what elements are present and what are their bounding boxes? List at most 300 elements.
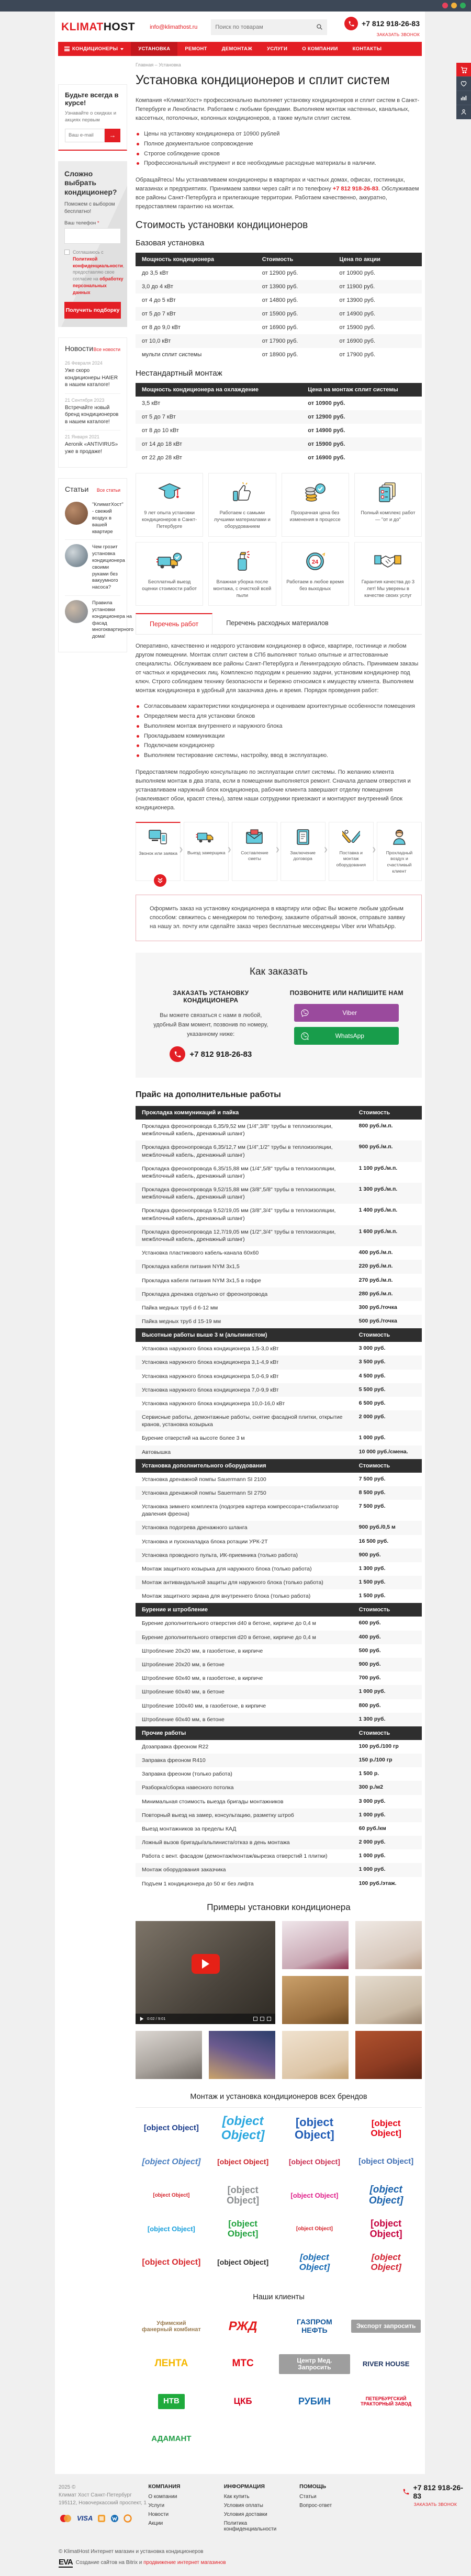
client-logo: АДАМАНТ xyxy=(151,2434,192,2444)
viber-button[interactable]: Viber xyxy=(294,1004,399,1022)
feature-card: Работаем с самыми лучшими материалами и оборудованием xyxy=(208,473,276,537)
intro-paragraph: Компания «КлиматХост» профессионально выполняет установку кондиционеров и сплит систем в Санкт-Петербурге и Ленобласти. Работаем с любыми брендами. Выполняем монтаж настенных, канальных, кассетных, потолочных, колонных кондиционеров, а также мульти сплит систем. xyxy=(136,97,420,122)
client-logo: ЦКБ xyxy=(233,2396,252,2406)
window-close-icon[interactable] xyxy=(442,3,448,8)
base-install-heading: Базовая установка xyxy=(136,239,205,248)
nav-item-conditioners[interactable]: КОНДИЦИОНЕРЫ xyxy=(58,42,131,56)
video-controls[interactable] xyxy=(136,2014,275,2024)
table-row: от 22 до 28 кВт от 16900 руб. xyxy=(142,455,345,461)
price-row: Монтаж антивандальной защиты для наружного блока (только работа) 1 500 руб. xyxy=(136,1576,422,1589)
brand-logo[interactable]: [object Object] xyxy=(227,2219,259,2239)
article-item[interactable] xyxy=(65,498,124,540)
client-logo: МТС xyxy=(232,2358,254,2369)
works-bullet: Определяем места для установки блоков xyxy=(136,711,422,721)
gallery-photo[interactable] xyxy=(282,1921,349,1969)
order-phone-number[interactable]: +7 812 918-26-83 xyxy=(189,1049,252,1059)
double-chevron-down-icon xyxy=(154,874,166,887)
price-row: Установка дренажной помпы Sauermann SI 2100 7 500 руб. xyxy=(142,1475,386,1483)
price-row: Прокладка кабеля питания NYM 3х1,5 в гофре 270 руб./м.п. xyxy=(142,1276,393,1284)
brand-logo[interactable]: [object Object] xyxy=(288,2157,340,2166)
video-player[interactable] xyxy=(136,1921,275,2024)
price-section-header: Высотные работы выше 3 м (альпинистом) Стоимость xyxy=(136,1328,422,1342)
intro-bullets xyxy=(136,129,422,168)
footer-link[interactable]: Статьи xyxy=(299,2493,317,2500)
heart-icon xyxy=(460,80,467,87)
step-card: Заключение договора ❯ xyxy=(281,822,326,881)
works-bullet: Прокладываем коммуникации xyxy=(136,731,422,741)
measurer-truck-icon xyxy=(186,828,226,846)
eva-studio-logo[interactable]: EVA xyxy=(59,2557,73,2567)
client-logo: НТВ xyxy=(136,2383,207,2421)
intro-bullet: Цены на установку кондиционера от 10900 рублей xyxy=(136,129,422,139)
consult-phone-input[interactable] xyxy=(64,228,121,244)
thumb-up-icon xyxy=(213,480,271,505)
works-bullet: Выполняем монтаж внутреннего и наружного блока xyxy=(136,721,422,731)
price-row: Прокладка дренажа отдельно от фреонопровода 280 руб./м.п. xyxy=(136,1287,422,1301)
browser-chrome xyxy=(0,0,471,12)
brand-logo[interactable]: [object Object] xyxy=(369,2218,402,2239)
articles-box xyxy=(58,478,134,652)
tab-materials[interactable]: Перечень расходных материалов xyxy=(226,619,329,627)
works-bullets xyxy=(136,702,422,760)
feature-card: Бесплатный выезд оценки стоимости работ xyxy=(136,542,203,606)
spray-bottle-icon xyxy=(213,549,271,574)
gallery-photo[interactable] xyxy=(282,1976,349,2024)
consent-row: Соглашаюсь с Политикой конфиденциальности, предоставляю свое согласие на обработку персональных данных xyxy=(64,249,121,296)
table-row: 3,5 кВт от 10900 руб. xyxy=(142,400,345,407)
clock-24-icon xyxy=(286,549,344,574)
footer-phone-block xyxy=(402,2483,471,2535)
base-install-table: Мощность кондиционера Стоимость Цена по акции до 3,5 кВт от 12900 руб. от 10900 руб. 3,0 до 4 кВт от 13900 руб. от 11900 руб. от 4 до 5 кВт от 14800 руб. от 13900 руб. от 5 до 7 кВт от 15900 руб. от 14900 руб. от 8 до 9,0 кВт от 16900 руб. от 15900 руб. от 10,0 кВт от 17900 руб. от 16900 руб. мульти сплит системы от 18900 руб. от 17900 руб. xyxy=(136,253,422,361)
viber-icon xyxy=(294,1009,315,1018)
window-maximize-icon[interactable] xyxy=(460,3,466,8)
gallery-photo[interactable] xyxy=(209,2031,275,2079)
svg-text:24: 24 xyxy=(312,559,319,566)
footer-col-company: КОМПАНИЯ О компании Услуги Новости Акции xyxy=(148,2483,223,2535)
footer-link[interactable]: Условия оплаты xyxy=(223,2502,263,2509)
order-steps xyxy=(136,822,422,881)
feature-card: Прозрачная цена без изменения в процессе xyxy=(282,473,349,537)
price-section xyxy=(136,1328,422,1459)
order-note: Оформить заказ на установку кондиционера в квартиру или офис Вы можете любым удобным способом: свяжитесь с менеджером по телефону, закажите обратный звонок, отправьте заявку на нашу эл. почту или сделайте заказ через бесплатные мессенджеры Viber или WhatsApp. xyxy=(136,895,422,941)
site-header xyxy=(58,12,422,42)
article-item[interactable] xyxy=(65,596,134,645)
price-row: Выезд монтажников за пределы КАД 60 руб./км xyxy=(142,1825,386,1832)
chevron-down-icon xyxy=(120,48,124,50)
news-item[interactable] xyxy=(65,431,120,460)
footer-link[interactable]: О компании xyxy=(148,2493,177,2500)
main-content xyxy=(136,60,422,2458)
visa-icon: VISA xyxy=(77,2514,93,2523)
step-arrow-icon: ❯ xyxy=(227,846,232,853)
nav-item-about[interactable]: О КОМПАНИИ xyxy=(302,46,338,52)
consult-title: Сложно выбрать кондиционер? xyxy=(64,169,117,196)
price-row: Монтаж защитного экрана для внутреннего блока (только работа) 1 500 руб. xyxy=(142,1592,386,1600)
brand-logo[interactable]: [object Object] xyxy=(217,2157,269,2166)
video-time: 0:02 / 9:01 xyxy=(147,2016,166,2021)
price-row: Бурение дополнительного отверстия d40 в бетоне, кирпиче до 0,4 м 600 руб. xyxy=(142,1620,381,1627)
sidebar xyxy=(58,84,134,2458)
brand-logo[interactable]: [object Object] xyxy=(142,2157,201,2166)
price-row: Установка пластикового кабель-канала 60х60 400 руб./м.п. xyxy=(142,1249,393,1257)
news-text: Уже скоро кондиционеры HAIER в нашем каталоге! xyxy=(65,368,118,388)
brand-logo[interactable]: [object Object] xyxy=(290,2191,339,2199)
intro-paragraph-2: Обращайтесь! Мы устанавливаем кондиционеры в квартирах и частных домах, офисах, гостиницах, магазинах и предприятиях. Принимаем заявки через сайт и по телефону +7 812 918-26-83. Обслуживаем все районы Санкт-Петербурга и прилегающие территории. Работаем качественно, аккуратно, предоставляем гарантию на монтаж. xyxy=(136,176,419,210)
hamburger-icon xyxy=(64,46,70,52)
footer-link[interactable]: Вопрос-ответ xyxy=(299,2502,332,2509)
brands-title: Монтаж и установка кондиционеров всех брендов xyxy=(190,2092,367,2101)
table-row: мульти сплит системы от 18900 руб. от 17900 руб. xyxy=(142,352,376,358)
price-section-header: Бурение и штробление Стоимость xyxy=(136,1603,422,1617)
brand-logo[interactable]: [object Object] xyxy=(358,2157,414,2166)
news-item[interactable] xyxy=(65,357,120,394)
whatsapp-icon xyxy=(294,1032,315,1041)
client-logo: ПЕТЕРБУРГСКИЙ ТРАКТОРНЫЙ ЗАВОД xyxy=(361,2396,412,2406)
price-row: Прокладка фреонопровода 6,35/12,7 мм (1/4",1/2" трубы в теплоизоляции, межблочный кабель, дренажный шланг) 900 руб./м.п. xyxy=(136,1140,422,1161)
price-row: Установка наружного блока кондиционера 5,0-6,9 кВт 4 500 руб. xyxy=(142,1372,386,1380)
price-row: Установка подогрева дренажного шланга 900 руб./0,5 м xyxy=(136,1521,422,1534)
feature-card: 9 лет опыта установки кондиционеров в Санкт-Петербурге xyxy=(136,473,203,537)
cart-button[interactable] xyxy=(456,63,471,77)
price-row: Минимальная стоимость выезда бригады монтажников 3 000 руб. xyxy=(142,1798,386,1805)
all-articles-link[interactable]: Все статьи xyxy=(96,488,120,493)
extra-price-heading: Прайс на дополнительные работы xyxy=(136,1090,281,1100)
step-card: Выезд замерщика ❯ xyxy=(184,822,229,881)
site-logo[interactable]: KLIMATHOST xyxy=(61,20,136,33)
price-row: Пайка медных труб d 15-19 мм 500 руб./точка xyxy=(136,1315,422,1328)
header-phone-number[interactable]: +7 812 918-26-83 xyxy=(362,19,420,28)
client-logo: Уфимский фанерный комбинат xyxy=(142,2320,201,2333)
news-date: 26 Февраля 2024 xyxy=(65,360,103,366)
brand-logo[interactable]: [object Object] xyxy=(221,2114,265,2142)
inline-phone-link[interactable]: +7 812 918-26-83 xyxy=(332,185,378,192)
article-text: Правила установки кондиционера на фасад многоквартирного дома! xyxy=(92,600,134,640)
price-row: Штробление 20х20 мм, в газобетоне, в кирпиче 500 руб. xyxy=(142,1647,381,1654)
table-row: от 14 до 18 кВт от 15900 руб. xyxy=(136,437,422,451)
price-row: Штробление 60х40 мм, в бетоне 1 000 руб. xyxy=(136,1685,422,1699)
works-bullet: Согласовываем характеристики кондиционера и оцениваем архитектурные особенности помещения xyxy=(136,702,422,711)
subscribe-box xyxy=(58,84,127,151)
happy-client-icon xyxy=(379,828,419,846)
price-row: Монтаж оборудования заказчика 1 000 руб. xyxy=(136,1863,422,1877)
breadcrumb[interactable]: Главная – Установка xyxy=(136,62,181,67)
news-text: Встречайте новый бренд кондиционеров в нашем каталоге! xyxy=(65,404,119,425)
price-row: Установка проводного пульта, ИК-приемника (только работа) 900 руб. xyxy=(136,1549,422,1562)
price-row: Сервисные работы, демонтажные работы, снятие фасадной плитки, открытие кранов, установка козырька 2 000 руб. xyxy=(136,1410,422,1431)
price-row: Подъем 1 кондиционера до 50 кг без лифта 100 руб./этаж. xyxy=(142,1880,397,1887)
brand-logo[interactable]: [object Object] xyxy=(217,2258,269,2267)
gallery-photo[interactable] xyxy=(136,2031,202,2079)
video-play-icon[interactable] xyxy=(140,2017,144,2021)
price-row: Прокладка фреонопровода 12,7/19,05 мм (1/2",3/4" трубы в теплоизоляции, межблочный кабель, дренажный шланг) 1 600 руб./м.п. xyxy=(136,1225,422,1246)
subscribe-title: Будьте всегда в курсе! xyxy=(65,91,119,107)
features-grid xyxy=(136,473,422,606)
price-row: Дозаправка фреоном R22 100 руб./100 гр xyxy=(142,1743,399,1750)
coins-check-icon xyxy=(286,480,344,505)
floating-rail xyxy=(456,63,471,119)
nav-item-services[interactable]: УСЛУГИ xyxy=(267,46,288,52)
price-row: Штробление 20х20 мм, в бетоне 900 руб. xyxy=(136,1658,422,1671)
footer-link[interactable]: Политика конфиденциальности xyxy=(223,2520,277,2532)
step-arrow-icon: ❯ xyxy=(372,846,376,853)
price-row: Прокладка фреонопровода 6,35/15,88 мм (1/4",5/8" трубы в теплоизоляции, межблочный кабель, дренажный шланг) 1 100 руб./м.п. xyxy=(142,1165,398,1179)
footer-link[interactable]: Как купить xyxy=(223,2493,250,2500)
phone-icon xyxy=(170,1046,185,1062)
phone-icon xyxy=(402,2488,410,2495)
feature-card: Гарантия качества до 3 лет! Мы уверены в качестве своих услуг xyxy=(354,542,422,606)
subscribe-submit-button[interactable]: → xyxy=(105,129,120,142)
client-logo: РУБИН xyxy=(298,2396,331,2406)
price-row: Установка дренажной помпы Sauermann SI 2750 8 500 руб. xyxy=(136,1486,422,1500)
step-card: Поставка и монтаж оборудования ❯ xyxy=(329,822,374,881)
price-section-header: Прокладка коммуникаций и пайка Стоимость xyxy=(136,1106,422,1120)
step-card: Прохладный воздух и счастливый клиент xyxy=(377,822,422,881)
step-arrow-icon: ❯ xyxy=(178,847,184,853)
feature-card: Полный комплекс работ — "от и до" xyxy=(354,473,422,537)
table-row: от 5 до 7 кВт от 12900 руб. xyxy=(136,410,422,424)
price-row: Штробление 100х40 мм, в газобетоне, в кирпиче 800 руб. xyxy=(142,1702,381,1709)
consult-text: Поможем с выбором бесплатно! xyxy=(64,201,115,214)
brand-logo[interactable]: [object Object] xyxy=(147,2224,195,2233)
video-miniplayer-icon[interactable] xyxy=(260,2017,264,2021)
news-date: 21 Сентября 2023 xyxy=(65,397,105,403)
price-row: Установка наружного блока кондиционера 10,0-16,0 кВт 6 500 руб. xyxy=(142,1399,386,1407)
client-logo: РЖД xyxy=(228,2319,257,2333)
article-item[interactable] xyxy=(65,540,125,596)
feature-card: Влажная уборка после монтажа, с очисткой всей пыли xyxy=(208,542,276,606)
user-icon xyxy=(460,108,467,116)
footer-copyright: 2025 © Климат Хост Санкт-Петербург 195112, Новочеркасский проспект, 1 xyxy=(59,2484,147,2506)
header-email-link[interactable]: info@klimathost.ru xyxy=(150,24,198,30)
table-row: от 10,0 кВт от 17900 руб. от 16900 руб. xyxy=(136,334,422,348)
price-row: Заправка фреоном R410 150 р./100 гр xyxy=(136,1754,422,1767)
footer-link[interactable]: Акции xyxy=(148,2520,163,2526)
brand-logo[interactable]: [object Object] xyxy=(142,2257,201,2267)
table-row: до 3,5 кВт от 12900 руб. от 10900 руб. xyxy=(142,270,376,277)
consult-box xyxy=(58,161,127,327)
gallery-photo[interactable] xyxy=(355,2031,422,2079)
nav-item-repair[interactable]: РЕМОНТ xyxy=(185,46,207,52)
client-logo: ЛЕНТА xyxy=(154,2358,188,2369)
main-nav xyxy=(58,42,422,56)
video-fullscreen-icon[interactable] xyxy=(267,2017,271,2021)
how-to-order-title: Как заказать xyxy=(249,966,308,978)
play-button-icon[interactable] xyxy=(192,1954,220,1974)
client-logo: Центр Мед. Запросить xyxy=(279,2345,351,2383)
price-section xyxy=(136,1726,422,1891)
gallery xyxy=(136,1921,422,2079)
gallery-photo[interactable] xyxy=(282,2031,349,2079)
webmoney-icon xyxy=(110,2514,119,2523)
article-thumbnail xyxy=(65,600,88,623)
brand-logo[interactable]: [object Object] xyxy=(153,2193,190,2199)
custom-install-heading: Нестандартный монтаж xyxy=(136,369,222,378)
tools-icon xyxy=(331,828,371,846)
client-logo: ГАЗПРОМ НЕФТЬ xyxy=(297,2318,332,2334)
price-row: Разборка/сборка навесного потолка 300 р./м2 xyxy=(136,1781,422,1794)
order-by-phone: ЗАКАЗАТЬ УСТАНОВКУ КОНДИЦИОНЕРА Вы можете связаться с нами в любой, удобный Вам момент, позвонив по номеру, указанному ниже: +7 812 918-26-83 xyxy=(148,989,274,1062)
personal-data-link[interactable]: обработку персональных данных xyxy=(73,276,124,295)
price-section xyxy=(136,1106,422,1328)
intro-bullet: Строгое соблюдение сроков xyxy=(136,149,422,159)
nav-item-installation[interactable]: УСТАНОВКА xyxy=(131,42,177,56)
nav-item-contacts[interactable]: КОНТАКТЫ xyxy=(352,46,382,52)
promo-link[interactable]: продвижение интернет магазинов xyxy=(143,2559,226,2566)
footer-callback-link[interactable]: ЗАКАЗАТЬ ЗВОНОК xyxy=(413,2501,457,2507)
window-minimize-icon[interactable] xyxy=(451,3,457,8)
price-row: Автовышка 10 000 руб./смена. xyxy=(136,1445,422,1459)
how-to-order xyxy=(136,953,422,1078)
contract-icon xyxy=(283,828,323,846)
works-paragraph: Оперативно, качественно и недорого установим кондиционер в офисе, квартире, гостинице и любом другом помещении. Монтаж сплит систем в СПб выполняют только опытные и аттестованные специалисты. Обслуживаем все районы Санкт-Петербурга и Ленинградскую область. Принимаем заказы от частных и юридических лиц. Комплексно подходим к решению задачи, установим кондиционер под ключ. Строго соблюдаем технику безопасности и бережно относимся к имуществу клиента. Выполняем монтаж кондиционера в удобный для заказчика день и время. Порядок проведения работ: xyxy=(136,643,419,694)
clients-section xyxy=(136,2293,422,2458)
footer-col-help: ПОМОЩЬ Статьи Вопрос-ответ xyxy=(299,2483,375,2535)
search-bar xyxy=(211,19,327,35)
works-bullet: Подключаем кондиционер xyxy=(136,741,422,751)
whatsapp-button[interactable]: WhatsApp xyxy=(294,1027,399,1045)
step-card: Составление сметы ❯ xyxy=(232,822,277,881)
footer-link[interactable]: Новости xyxy=(148,2511,169,2517)
price-row: Прокладка фреонопровода 6,35/9,52 мм (1/4",3/8" трубы в теплоизоляции, межблочный кабель, дренажный шланг) 800 руб./м.п. xyxy=(142,1123,393,1137)
feature-card: 24 Работаем в любое время без выходных xyxy=(282,542,349,606)
subscribe-email-input[interactable] xyxy=(65,129,105,142)
table-row: от 5 до 7 кВт от 15900 руб. от 14900 руб. xyxy=(136,307,422,321)
price-section-header: Установка дополнительного оборудования Стоимость xyxy=(136,1459,422,1473)
article-thumbnail xyxy=(65,544,88,567)
phone-field-label: Ваш телефон * xyxy=(64,220,99,227)
gallery-photo[interactable] xyxy=(355,1976,422,2024)
brand-logo[interactable]: [object Object] xyxy=(294,2115,334,2141)
works-bullet: Выполняем тестирование системы, настройку, ввод в эксплуатацию. xyxy=(136,751,422,761)
article-text: Чем грозит установка кондиционера своими руками без вакуумного насоса? xyxy=(92,544,125,591)
graduation-cap-icon xyxy=(140,480,198,505)
callback-link[interactable]: ЗАКАЗАТЬ ЗВОНОК xyxy=(376,32,420,37)
intro-bullet: Полное документальное сопровождение xyxy=(136,139,422,149)
price-row: Штробление 60х40 мм, в газобетоне, в кирпиче 700 руб. xyxy=(142,1675,381,1682)
handshake-icon xyxy=(359,549,417,574)
tab-works[interactable]: Перечень работ xyxy=(136,613,212,634)
intro-bullet: Профессиональный инструмент и все необходимые расходные материалы в наличии. xyxy=(136,159,422,168)
price-row: Установка наружного блока кондиционера 1,5-3,0 кВт 3 000 руб. xyxy=(142,1345,386,1352)
footer-link[interactable]: Условия доставки xyxy=(223,2511,267,2517)
price-row: Повторный выезд на замер, консультацию, разметку штроб 1 000 руб. xyxy=(136,1809,422,1822)
price-row: Пайка медных труб d 6-12 мм 300 руб./точка xyxy=(142,1304,397,1311)
payment-methods xyxy=(59,2514,148,2523)
video-settings-icon[interactable] xyxy=(253,2017,257,2021)
favorites-button[interactable] xyxy=(456,77,471,91)
yandex-money-icon xyxy=(97,2514,106,2523)
step-arrow-icon: ❯ xyxy=(323,846,328,853)
extra-price-table xyxy=(136,1106,422,1891)
cart-icon xyxy=(460,66,468,74)
call-request-icon xyxy=(138,828,178,847)
site-footer: 2025 © Климат Хост Санкт-Петербург 195112, Новочеркасский проспект, 1 VISA КОМПАНИЯ О компании Услуги Новости Акции ИНФОРМАЦИЯ Как купить Условия оплаты Условия доставки Политика конфиденциальности ПОМОЩЬ Статьи Вопрос-ответ +7 812 918-26-83 ЗАКАЗАТЬ ЗВОНОК © KlimatHost Интернет магазин и установка кондиционеров EVA Создание сайтов на Bitrix и продвижение интернет магазинов xyxy=(0,2474,471,2576)
mastercard-icon xyxy=(59,2514,72,2523)
table-row: от 8 до 10 кВт от 14900 руб. xyxy=(142,427,345,434)
brand-logo[interactable]: [object Object] xyxy=(227,2184,260,2206)
estimate-mail-icon xyxy=(234,828,274,846)
article-text: "КлиматХост" - свежий воздух в вашей квартире xyxy=(92,502,124,535)
price-row: Бурение отверстий на высоте более 3 м 1 000 руб. xyxy=(142,1434,386,1442)
price-row: Штробление 60х40 мм, в бетоне 1 300 руб. xyxy=(136,1713,422,1726)
price-row: Прокладка фреонопровода 9,52/19,05 мм (3/8",3/4" трубы в теплоизоляции, межблочный кабель, дренажный шланг) 1 400 руб./м.п. xyxy=(142,1207,398,1222)
bar-chart-icon xyxy=(460,94,467,101)
footer-col-info: ИНФОРМАЦИЯ Как купить Условия оплаты Условия доставки Политика конфиденциальности xyxy=(224,2483,299,2535)
table-row: от 4 до 5 кВт от 14800 руб. от 13900 руб. xyxy=(142,297,376,304)
custom-install-table: Мощность кондиционера на охлаждение Цена на монтаж сплит системы 3,5 кВт от 10900 руб. от 5 до 7 кВт от 12900 руб. от 8 до 10 кВт от 14900 руб. от 14 до 18 кВт от 15900 руб. от 22 до 28 кВт от 16900 руб. xyxy=(136,383,422,465)
brand-logo[interactable]: [object Object] xyxy=(371,2118,401,2138)
page-container xyxy=(55,12,425,2474)
brand-logo[interactable]: [object Object] xyxy=(371,2252,401,2272)
consent-checkbox[interactable] xyxy=(64,250,70,255)
get-selection-button[interactable]: Получить подборку xyxy=(64,302,121,319)
client-logo: Экспорт запросить xyxy=(350,2308,422,2345)
brand-logo[interactable]: [object Object] xyxy=(296,2226,333,2232)
footer-bottom-copyright: © KlimatHost Интернет магазин и установка кондиционеров xyxy=(59,2548,204,2555)
price-section xyxy=(136,1603,422,1726)
news-title: Новости xyxy=(65,344,94,353)
brand-logo[interactable]: [object Object] xyxy=(299,2252,330,2272)
brand-logo[interactable]: [object Object] xyxy=(368,2184,403,2206)
price-row: Установка зимнего комплекта (подогрев картера компрессора+стабилизатор давления фреона) 7 500 руб. xyxy=(142,1503,386,1518)
price-row: Работа с вент. фасадом (демонтаж/монтаж/вырезка отверстий 1 плитки) 1 000 руб. xyxy=(142,1852,386,1860)
price-row: Заправка фреоном (только работа) 1 500 р. xyxy=(142,1770,379,1778)
phone-icon xyxy=(344,17,358,30)
compare-button[interactable] xyxy=(456,91,471,105)
documents-icon xyxy=(359,480,417,505)
price-row: Установка наружного блока кондиционера 7,0-9,9 кВт 5 500 руб. xyxy=(136,1383,422,1397)
price-section-header: Прочие работы Стоимость xyxy=(136,1726,422,1740)
step-card: Звонок или заявка ❯ xyxy=(136,822,181,881)
price-row: Установка наружного блока кондиционера 3,1-4,9 кВт 3 500 руб. xyxy=(136,1355,422,1369)
price-row: Ложный вызов бригады/альпиниста/отказ в день монтажа 2 000 руб. xyxy=(136,1836,422,1849)
price-row: Прокладка фреонопровода 9,52/15,88 мм (3/8",5/8" трубы в теплоизоляции, межблочный кабель, дренажный шланг) 1 300 руб./м.п. xyxy=(136,1183,422,1204)
price-row: Бурение дополнительного отверстия d20 в бетоне, кирпиче до 0,4 м 400 руб. xyxy=(136,1631,422,1644)
footer-phone-number[interactable]: +7 812 918-26-83 xyxy=(413,2483,463,2500)
content-tabs xyxy=(136,613,422,635)
nav-item-dismantle[interactable]: ДЕМОНТАЖ xyxy=(221,46,253,52)
privacy-policy-link[interactable]: Политикой конфиденциальности xyxy=(73,256,123,268)
subscribe-text: Узнавайте о скидках и акциях первым xyxy=(65,110,117,123)
gallery-photo[interactable] xyxy=(355,1921,422,1969)
price-row: Установка и пусконаладка блока ротации УРК-2Т 16 500 руб. xyxy=(142,1538,389,1545)
account-button[interactable] xyxy=(456,105,471,119)
articles-title: Статьи xyxy=(65,485,89,494)
client-logo: RIVER HOUSE xyxy=(362,2359,410,2368)
table-row: 3,0 до 4 кВт от 13900 руб. от 11900 руб. xyxy=(136,280,422,293)
footer-link[interactable]: Услуги xyxy=(148,2502,165,2509)
search-input[interactable] xyxy=(215,24,316,30)
works-paragraph-2: Предоставляем подробную консультацию по эксплуатации сплит системы. По желанию клиента выполняем монтаж в два этапа, если в помещении выполняется ремонт. Сначала делаем отверстия и устанавливаем наружный блок кондиционера, рабочие клиента завершают отделку помещения (наклеивают обои, красят стены), затем наши сотрудники приезжают и монтируют внутренний блок кондиционера. xyxy=(136,769,411,811)
all-news-link[interactable]: Все новости xyxy=(93,347,120,353)
step-arrow-icon: ❯ xyxy=(275,846,280,853)
brands-section xyxy=(136,2093,422,2279)
truck-icon xyxy=(140,549,198,574)
table-row: от 8 до 9,0 кВт от 16900 руб. от 15900 руб. xyxy=(142,324,376,331)
news-item[interactable] xyxy=(65,394,120,431)
news-box xyxy=(58,337,127,468)
clients-title: Наши клиенты xyxy=(253,2292,305,2301)
brand-logo[interactable]: [object Object] xyxy=(143,2123,199,2133)
price-row: Монтаж защитного козырька для наружного блока (только работа) 1 300 руб. xyxy=(142,1565,386,1572)
news-text: Aeronik «ANTIVIRUS» уже в продаже! xyxy=(65,442,118,455)
page-title: Установка кондиционеров и сплит систем xyxy=(136,73,390,87)
search-icon[interactable] xyxy=(316,24,323,30)
gallery-title: Примеры установки кондиционера xyxy=(207,1902,351,1912)
header-phone-block xyxy=(344,17,420,37)
price-row: Прокладка кабеля питания NYM 3х1,5 220 руб./м.п. xyxy=(136,1260,422,1273)
news-date: 21 Января 2021 xyxy=(65,434,99,440)
